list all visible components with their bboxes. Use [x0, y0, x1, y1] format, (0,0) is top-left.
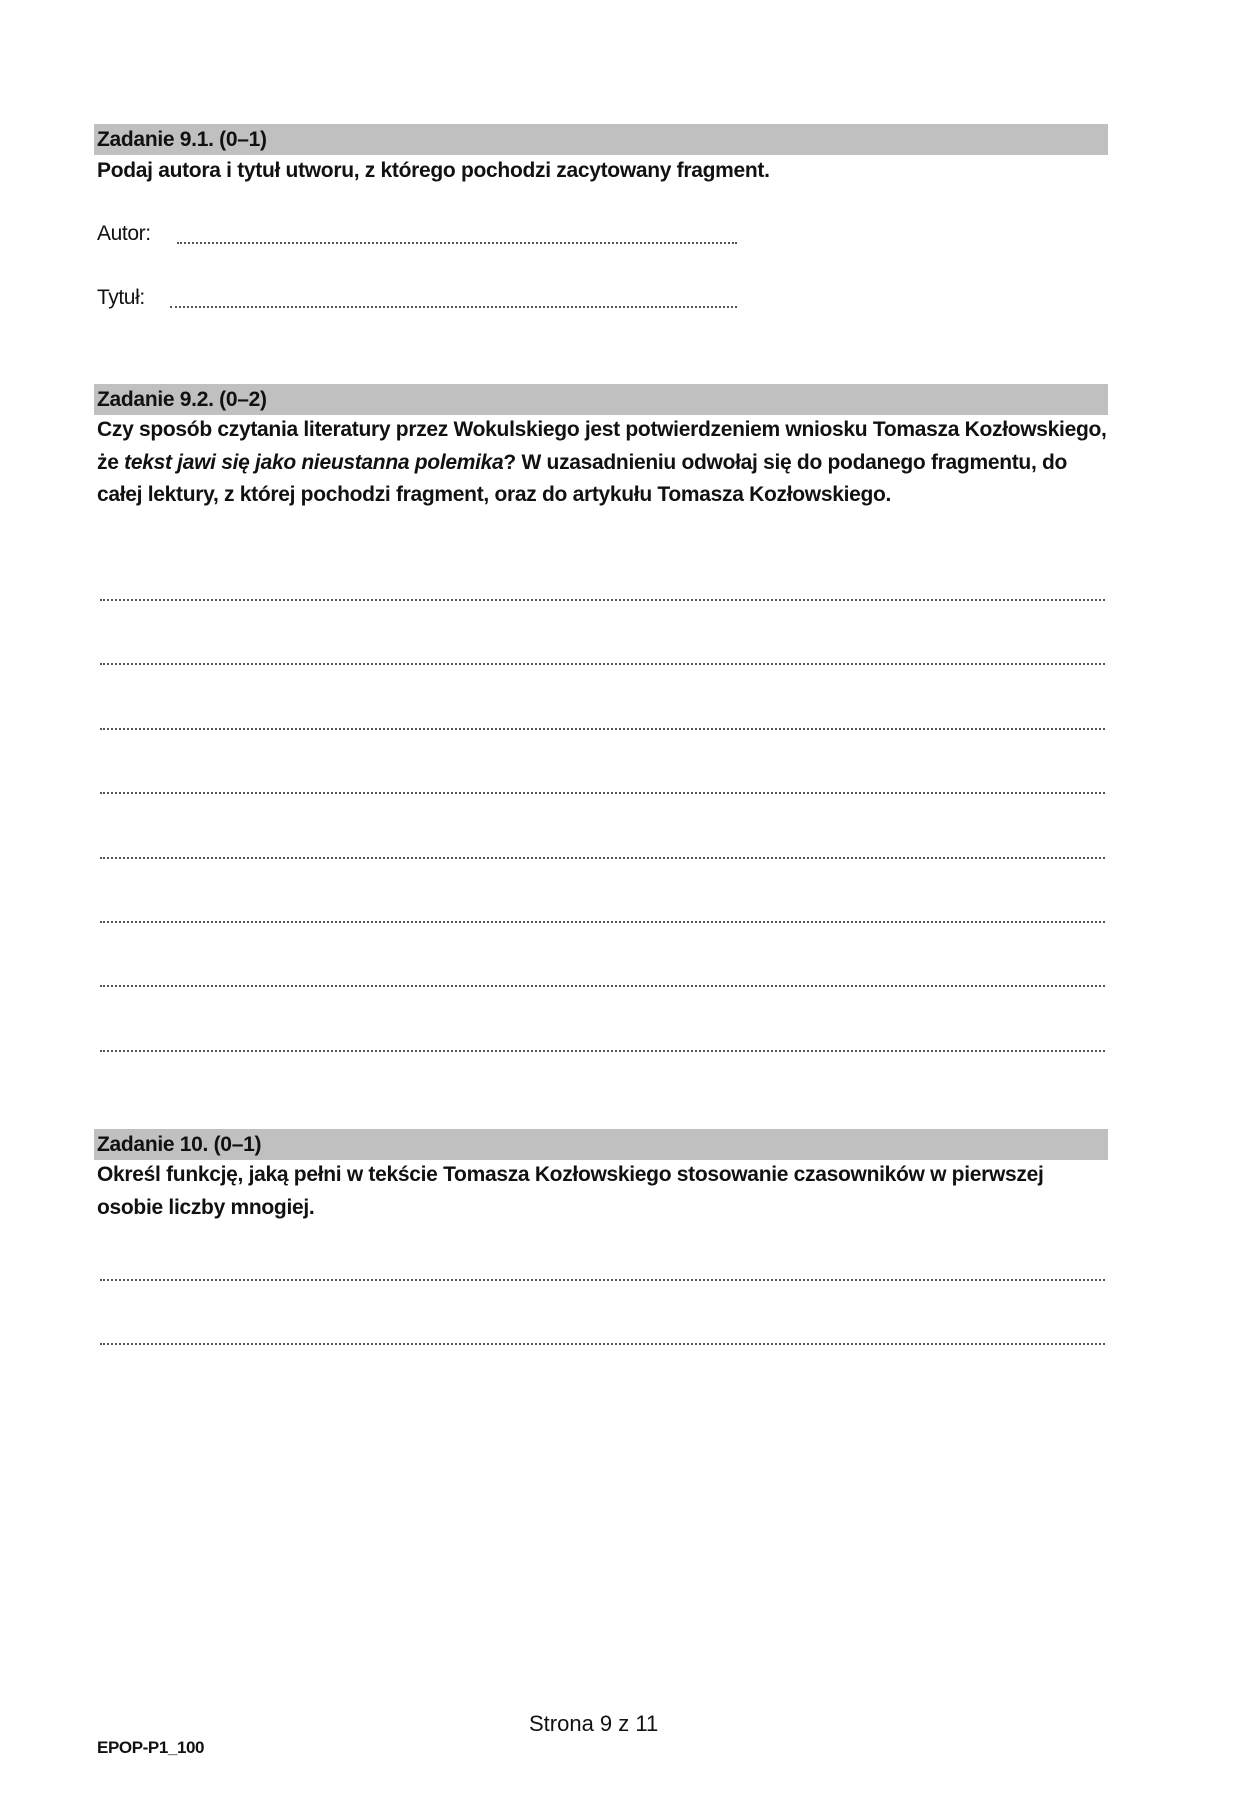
answer-line[interactable]: [100, 599, 1105, 601]
answer-line[interactable]: [100, 663, 1105, 665]
task-10-header: Zadanie 10. (0–1): [94, 1129, 1108, 1160]
task-10-question: Określ funkcję, jaką pełni w tekście Tomasza Kozłowskiego stosowanie czasowników w pierwszej osobie liczby mnogiej.: [97, 1163, 1044, 1219]
author-answer-field[interactable]: [177, 242, 737, 244]
answer-line[interactable]: [100, 728, 1105, 730]
answer-line[interactable]: [100, 792, 1105, 794]
task-9-2-question: [97, 414, 1107, 512]
answer-line[interactable]: [100, 1279, 1105, 1281]
answer-line[interactable]: [100, 1343, 1105, 1345]
answer-line[interactable]: [100, 985, 1105, 987]
exam-code: EPOP-P1_100: [97, 1738, 205, 1757]
answer-line[interactable]: [100, 1050, 1105, 1052]
task-9-1-question: Podaj autora i tytuł utworu, z którego pochodzi zacytowany fragment.: [97, 159, 770, 182]
page-number: Strona 9 z 11: [529, 1711, 659, 1736]
answer-line[interactable]: [100, 921, 1105, 923]
question-text: ? W uzasadnieniu odwołaj się do podanego fragmentu, do całej lektury, z której pochodzi fragment, oraz do artykułu Tomasza Kozłowskiego.: [97, 450, 1068, 507]
title-label: Tytuł:: [97, 286, 145, 309]
question-text: Czy sposób czytania literatury przez Wokulskiego jest potwierdzeniem wniosku Tomasza Kozłowskiego, że: [97, 418, 1107, 474]
task-9-1-header: Zadanie 9.1. (0–1): [94, 124, 1108, 155]
author-label: Autor:: [97, 222, 151, 245]
answer-line[interactable]: [100, 857, 1105, 859]
task-9-2-header: Zadanie 9.2. (0–2): [94, 384, 1108, 415]
question-quote: tekst jawi się jako nieustanna polemika: [124, 450, 504, 474]
title-answer-field[interactable]: [170, 306, 737, 308]
